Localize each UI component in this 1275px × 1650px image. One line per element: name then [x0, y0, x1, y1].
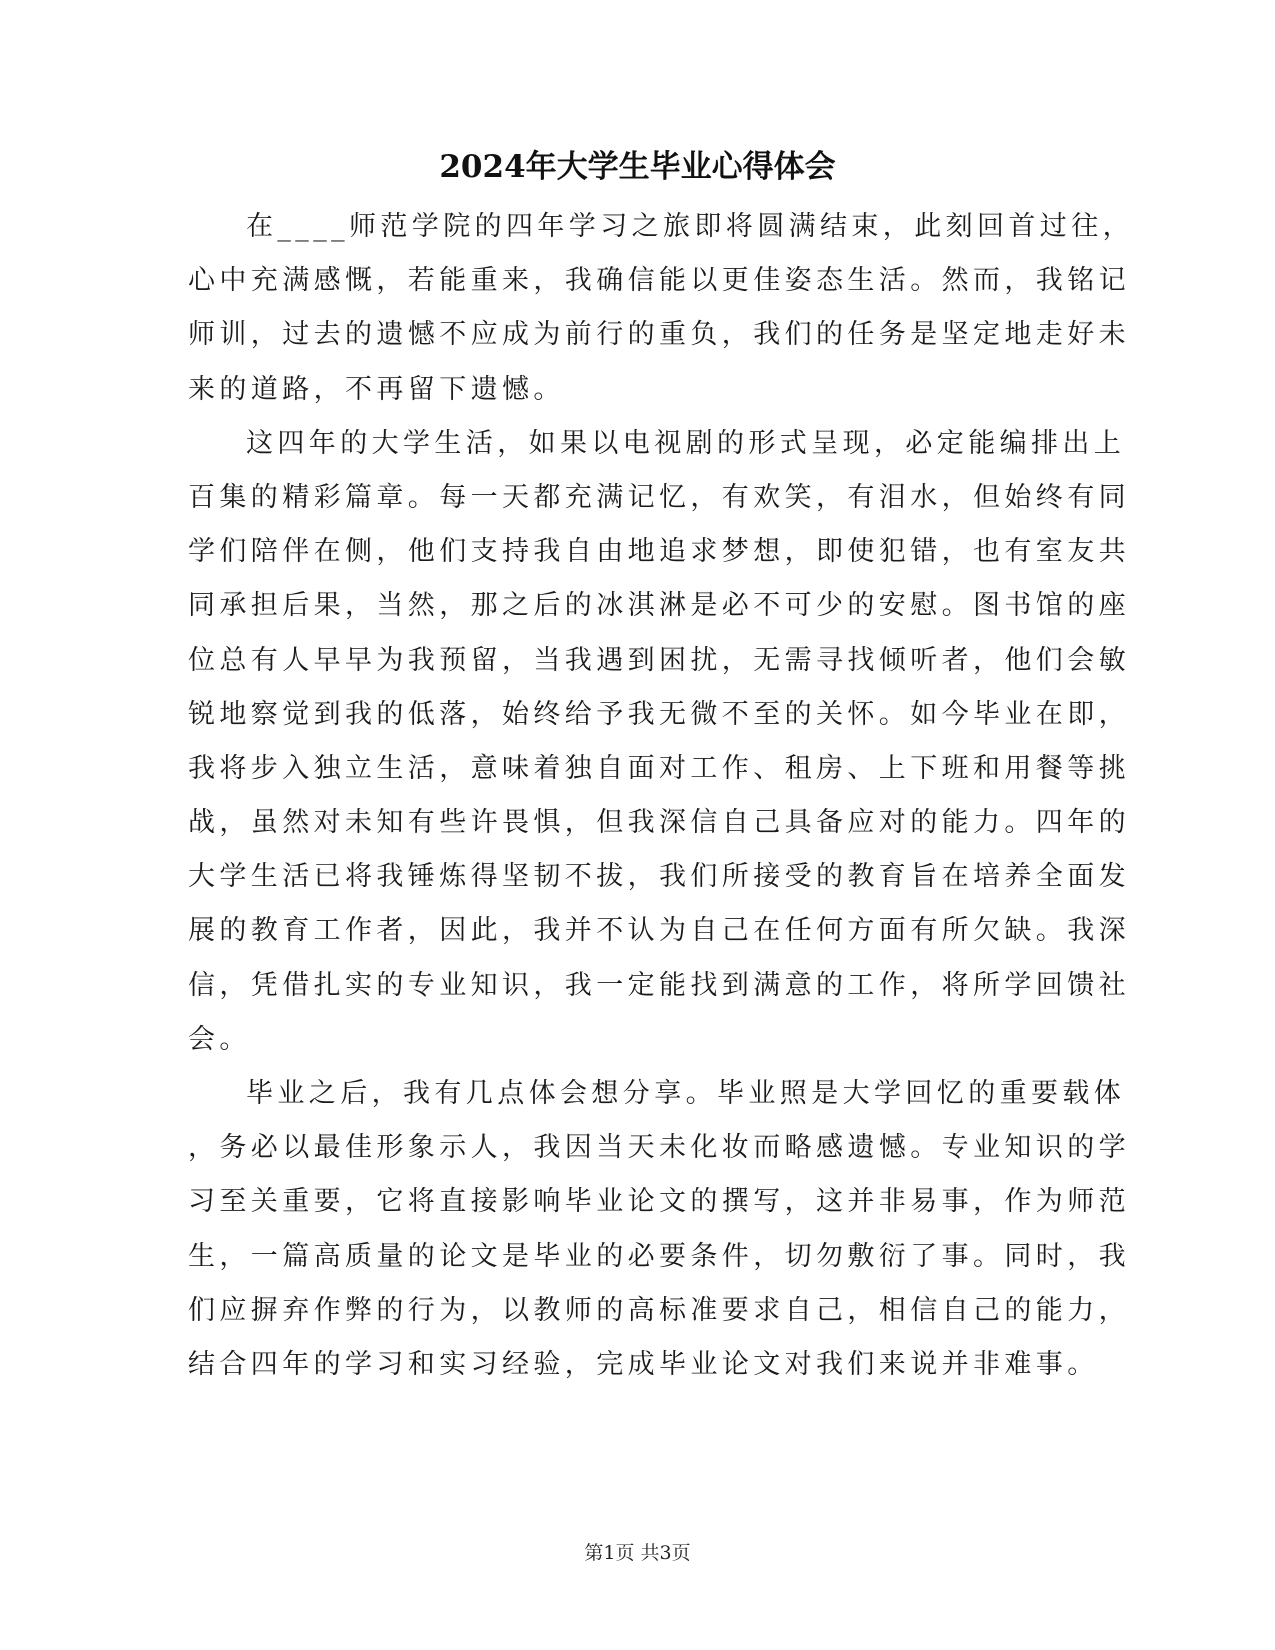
paragraph-3-line-5: 们应摒弃作弊的行为，以教师的高标准要求自己，相信自己的能力，	[188, 1294, 1130, 1326]
paragraph-2-line-7: 我将步入独立生活，意味着独自面对工作、租房、上下班和用餐等挑	[188, 752, 1130, 784]
paragraph-2-line-6: 锐地察觉到我的低落，始终给予我无微不至的关怀。如今毕业在即，	[188, 698, 1130, 730]
paragraph-3-line-2: ，务必以最佳形象示人，我因当天未化妆而略感遗憾。专业知识的学	[188, 1132, 1130, 1164]
paragraph-2-line-3: 学们陪伴在侧，他们支持我自由地追求梦想，即使犯错，也有室友共	[188, 536, 1130, 568]
paragraph-2-line-5: 位总有人早早为我预留，当我遇到困扰，无需寻找倾听者，他们会敏	[188, 644, 1130, 676]
paragraph-3-line-1: 毕业之后，我有几点体会想分享。毕业照是大学回忆的重要载体	[246, 1078, 1126, 1109]
paragraph-1-line-4: 来的道路，不再留下遗憾。	[188, 373, 565, 405]
paragraph-3-line-4: 生，一篇高质量的论文是毕业的必要条件，切勿敷衍了事。同时，我	[188, 1240, 1130, 1272]
paragraph-2-line-2: 百集的精彩篇章。每一天都充满记忆，有欢笑，有泪水，但始终有同	[188, 481, 1130, 513]
document-title: 2024年大学生毕业心得体会	[439, 149, 836, 185]
paragraph-3-line-6: 结合四年的学习和实习经验，完成毕业论文对我们来说并非难事。	[188, 1348, 1099, 1380]
page-number-footer: 第1页 共3页	[584, 1542, 691, 1564]
paragraph-3-line-3: 习至关重要，它将直接影响毕业论文的撰写，这并非易事，作为师范	[188, 1186, 1130, 1218]
paragraph-1-line-3: 师训，过去的遗憾不应成为前行的重负，我们的任务是坚定地走好未	[188, 319, 1130, 351]
paragraph-2-line-12: 会。	[188, 1023, 251, 1055]
paragraph-2-line-4: 同承担后果，当然，那之后的冰淇淋是必不可少的安慰。图书馆的座	[188, 590, 1130, 622]
paragraph-2-line-11: 信，凭借扎实的专业知识，我一定能找到满意的工作，将所学回馈社	[188, 969, 1130, 1001]
paragraph-2-line-8: 战，虽然对未知有些许畏惧，但我深信自己具备应对的能力。四年的	[188, 807, 1130, 839]
paragraph-2-line-9: 大学生活已将我锤炼得坚韧不拔，我们所接受的教育旨在培养全面发	[188, 861, 1130, 893]
document-body	[188, 200, 1134, 1392]
paragraph-2-line-10: 展的教育工作者，因此，我并不认为自己在任何方面有所欠缺。我深	[188, 915, 1130, 947]
paragraph-1-line-1: 在____师范学院的四年学习之旅即将圆满结束，此刻回首过往，	[246, 211, 1134, 242]
paragraph-2-line-1: 这四年的大学生活，如果以电视剧的形式呈现，必定能编排出上	[246, 427, 1126, 459]
paragraph-1-line-2: 心中充满感慨，若能重来，我确信能以更佳姿态生活。然而，我铭记	[188, 265, 1130, 297]
